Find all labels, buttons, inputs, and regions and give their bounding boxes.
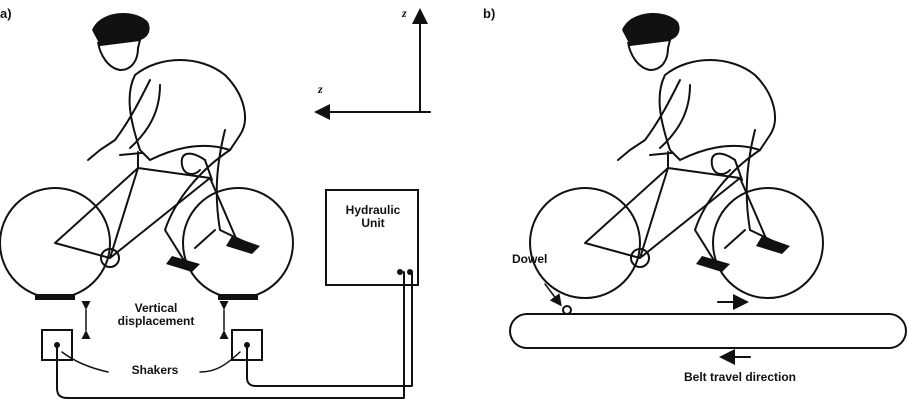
vertical-displacement-label: Vertical displacement	[117, 301, 195, 328]
shakers-label: Shakers	[131, 363, 179, 377]
axis-z-label: z	[402, 6, 407, 20]
panel-b-label: b)	[483, 6, 496, 21]
panel-a-label: a)	[0, 6, 12, 21]
panel-b	[510, 13, 906, 357]
coordinate-axes	[318, 12, 430, 112]
cyclist-on-bike	[0, 13, 293, 298]
front-wheel-pad	[218, 294, 258, 300]
dowel-label: Dowel	[512, 252, 548, 266]
rear-wheel-pad	[35, 294, 75, 300]
treadmill-belt	[510, 314, 906, 348]
dowel	[563, 306, 571, 314]
cyclist-on-bike	[530, 13, 823, 298]
belt-direction-label: Belt travel direction	[683, 370, 797, 384]
hydraulic-unit-label: Hydraulic Unit	[345, 203, 401, 230]
axis-x-label: z	[318, 82, 323, 96]
